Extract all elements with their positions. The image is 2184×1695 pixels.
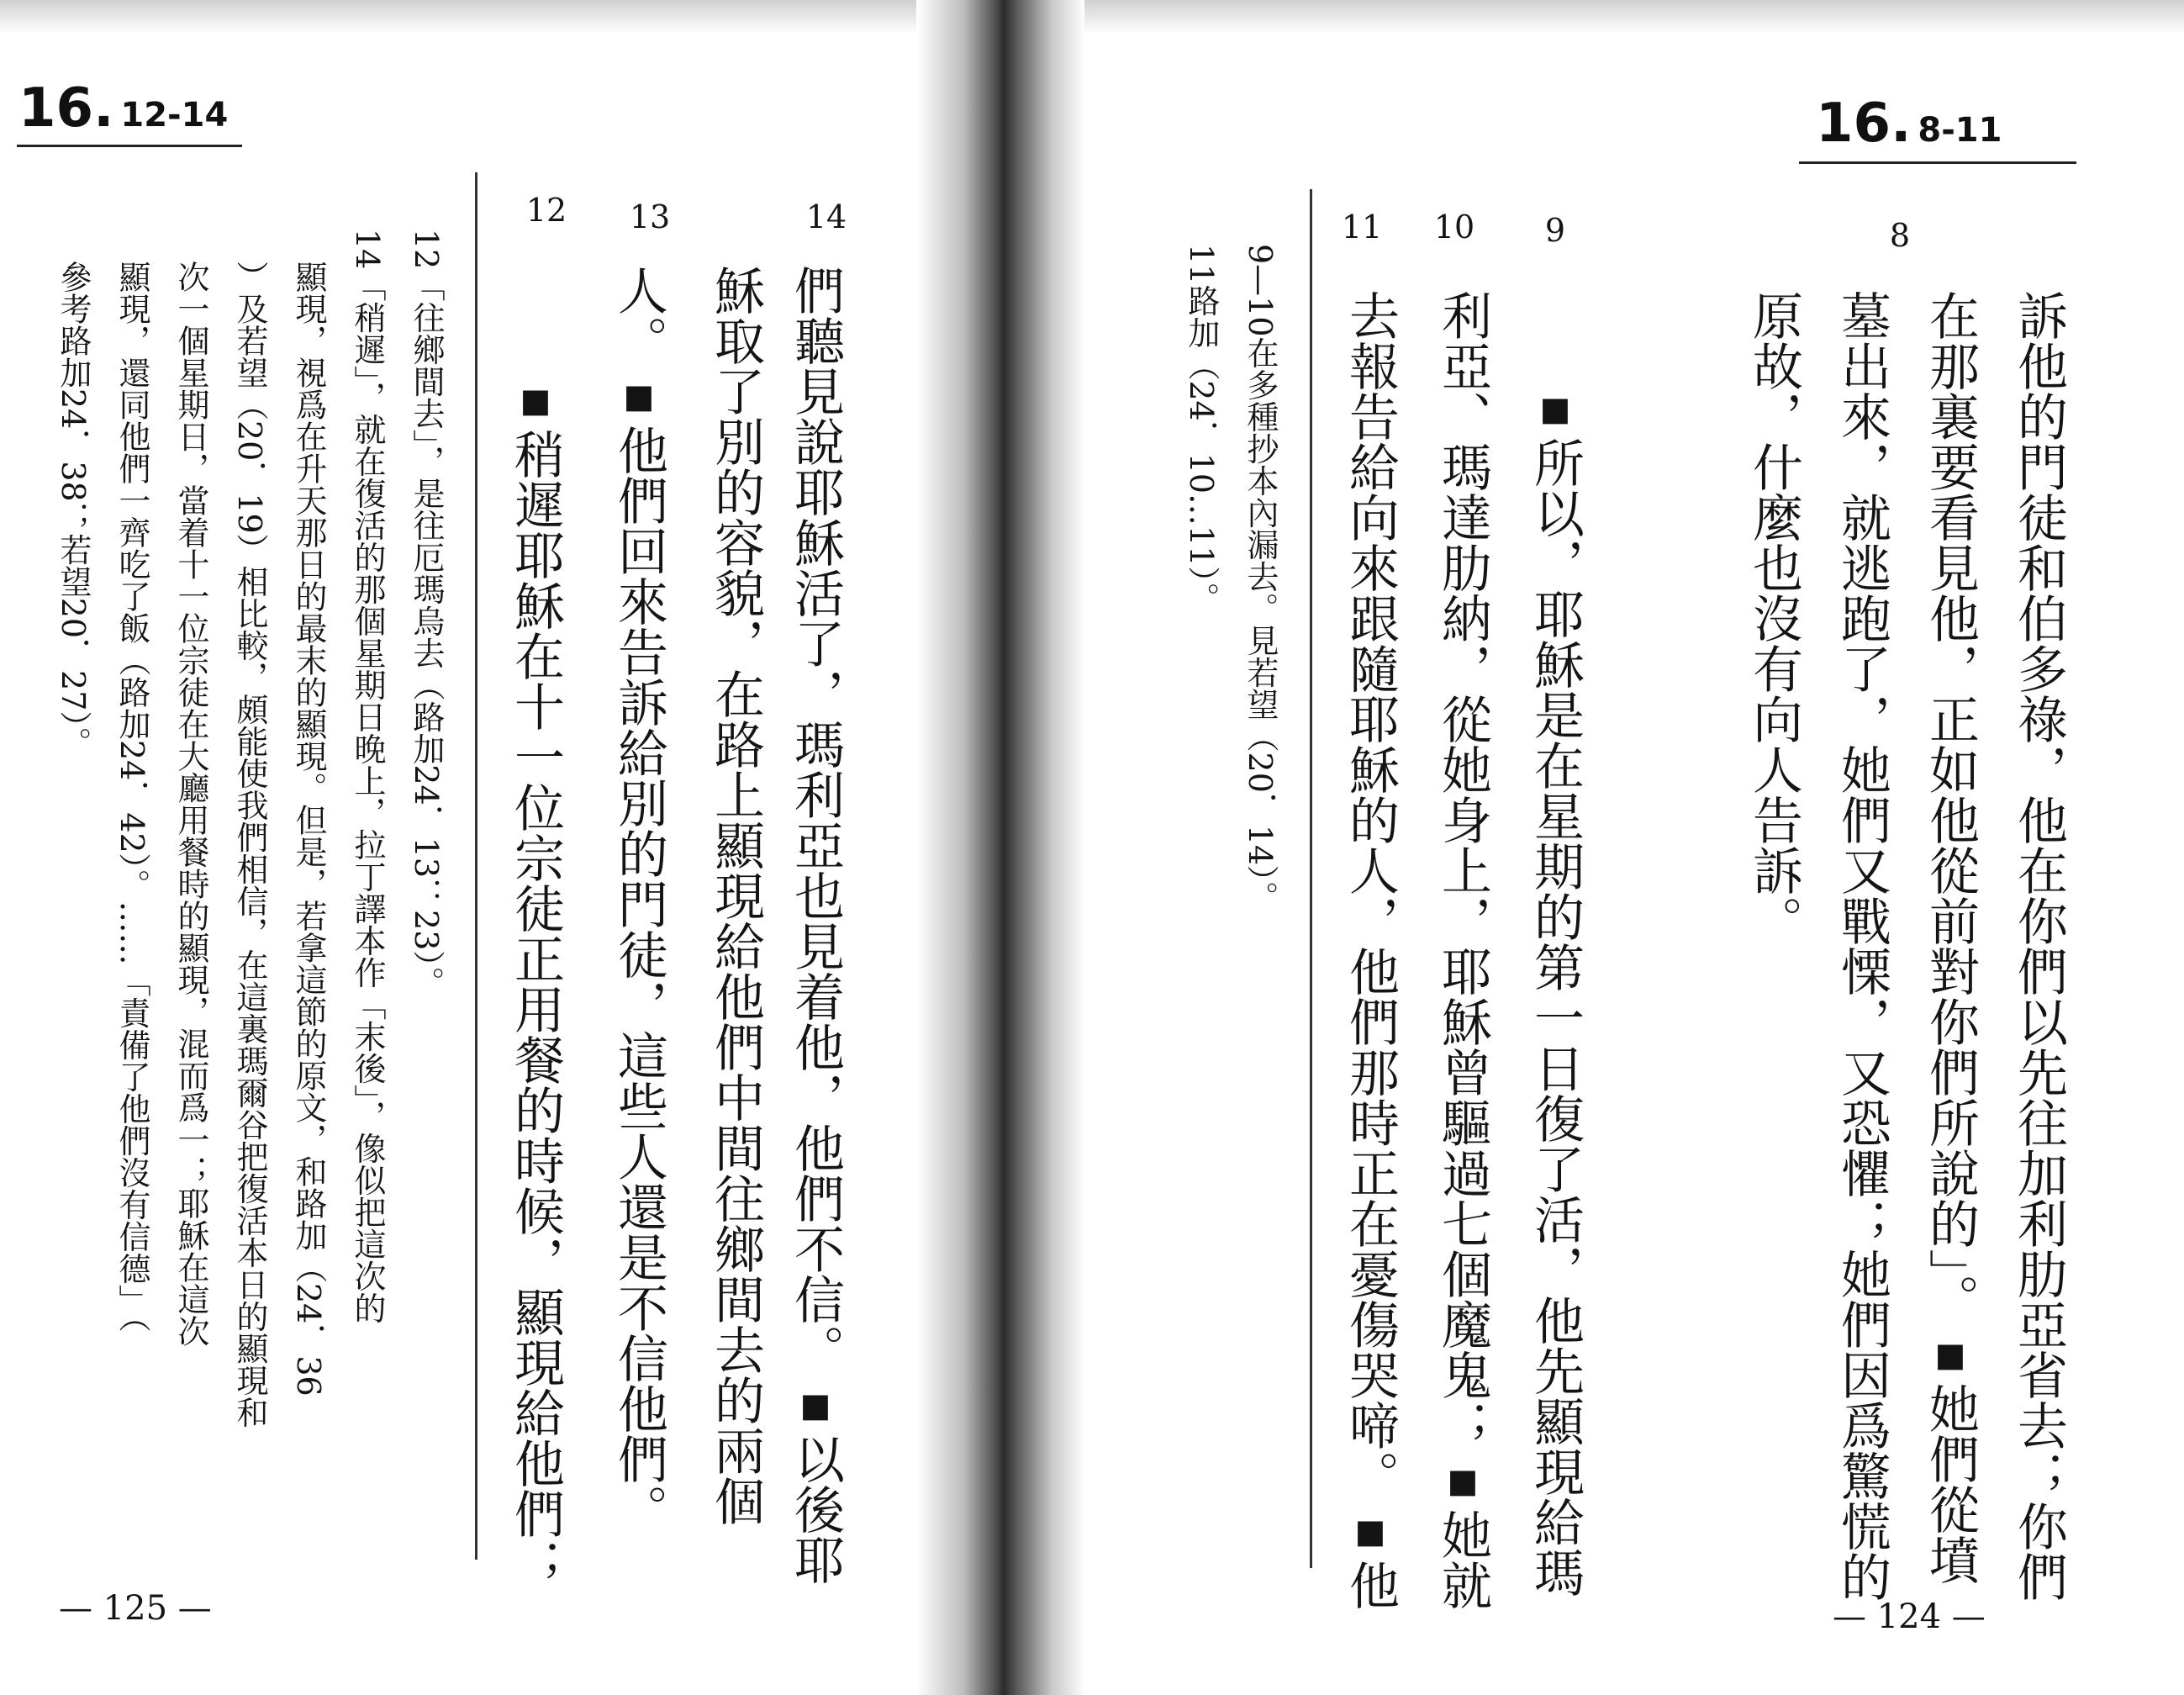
main-text-column: 去報告給向來跟隨耶穌的人，他們那時正在憂傷哭啼。▪他 [1341, 290, 1400, 1610]
right-header-chapter: 16. [1816, 92, 1912, 155]
right-page [1084, 0, 2184, 1695]
right-header-rule [1799, 161, 2076, 164]
note-divider-line [475, 172, 477, 1560]
footnote-column: 次一個星期日，當着十一位宗徒在大廳用餐時的顯現，混而爲一；耶穌在這次 [172, 261, 209, 1347]
main-text-column: 人。▪他們回來告訴給別的門徒，這些人還是不信他們。 [609, 265, 668, 1534]
main-text-column: 墓出來，就逃跑了，她們又戰慄，又恐懼；她們因爲驚慌的 [1833, 290, 1891, 1602]
verse-number: 12 [525, 192, 567, 229]
right-page-header [1816, 92, 2002, 155]
verse-number: 9 [1544, 212, 1566, 249]
footnote-column: 14「稍遲」，就在復活的那個星期日晚上，拉丁譯本作「末後」，像似把這次的 [349, 229, 386, 1324]
left-page [0, 0, 950, 1695]
footnote-column: ）及若望（20．19）相比較，頗能使我們相信，在這裏瑪爾谷把復活本日的顯現和 [231, 261, 268, 1428]
verse-number: 13 [629, 198, 671, 235]
main-text-column: 們聽見說耶穌活了，瑪利亞也見着他，他們不信。▪以後耶 [786, 265, 845, 1585]
main-text-column: ▪稍遲耶穌在十一位宗徒正用餐的時候，顯現給他們； [506, 370, 565, 1589]
main-text-column: ▪所以，耶穌是在星期的第一日復了活，他先顯現給瑪 [1526, 378, 1585, 1597]
main-text-column: 利亞、瑪達肋納，從她身上，耶穌曾驅過七個魔鬼；▪她就 [1433, 290, 1492, 1610]
verse-number: 14 [805, 198, 847, 235]
left-header-chapter: 16. [18, 77, 114, 140]
main-text-column: 在那裏要看見他，正如他從前對你們所說的」。▪她們從墳 [1921, 290, 1980, 1585]
page-number: — 125 — [59, 1589, 212, 1628]
footnote-column: 參考路加24．38；若望20．27）。 [55, 261, 92, 759]
verse-number: 11 [1341, 209, 1383, 246]
verse-number: 10 [1433, 209, 1475, 246]
footnote-column: 11路加（24．10…11）。 [1183, 244, 1220, 615]
main-text-column: 原故，什麼也沒有向人告訴。 [1744, 290, 1803, 946]
note-divider-line [1310, 189, 1312, 1568]
verse-number: 8 [1889, 217, 1911, 254]
footnote-column: 顯現，還同他們一齊吃了飯（路加24．42）。……「責備了他們沒有信德」（ [113, 261, 150, 1333]
right-header-verses: 8-11 [1918, 111, 2002, 150]
left-page-header [18, 77, 228, 140]
page-number: — 124 — [1833, 1597, 1986, 1636]
footnote-column: 12「往鄉間去」，是往厄瑪烏去（路加24．13：23）。 [408, 229, 445, 999]
main-text-column: 訴他的門徒和伯多祿，他在你們以先往加利肋亞省去；你們 [2009, 290, 2068, 1602]
left-header-rule [17, 145, 242, 147]
footnote-column: 顯現，視爲在升天那日的最末的顯現。但是，若拿這節的原文，和路加（24．36 [290, 261, 327, 1397]
main-text-column: 穌取了別的容貌，在路上顯現給他們中間往鄉間去的兩個 [706, 265, 765, 1526]
footnote-column: 9—10在多種抄本內漏去。見若望（20．14）。 [1242, 244, 1279, 914]
left-header-verses: 12-14 [120, 96, 229, 135]
